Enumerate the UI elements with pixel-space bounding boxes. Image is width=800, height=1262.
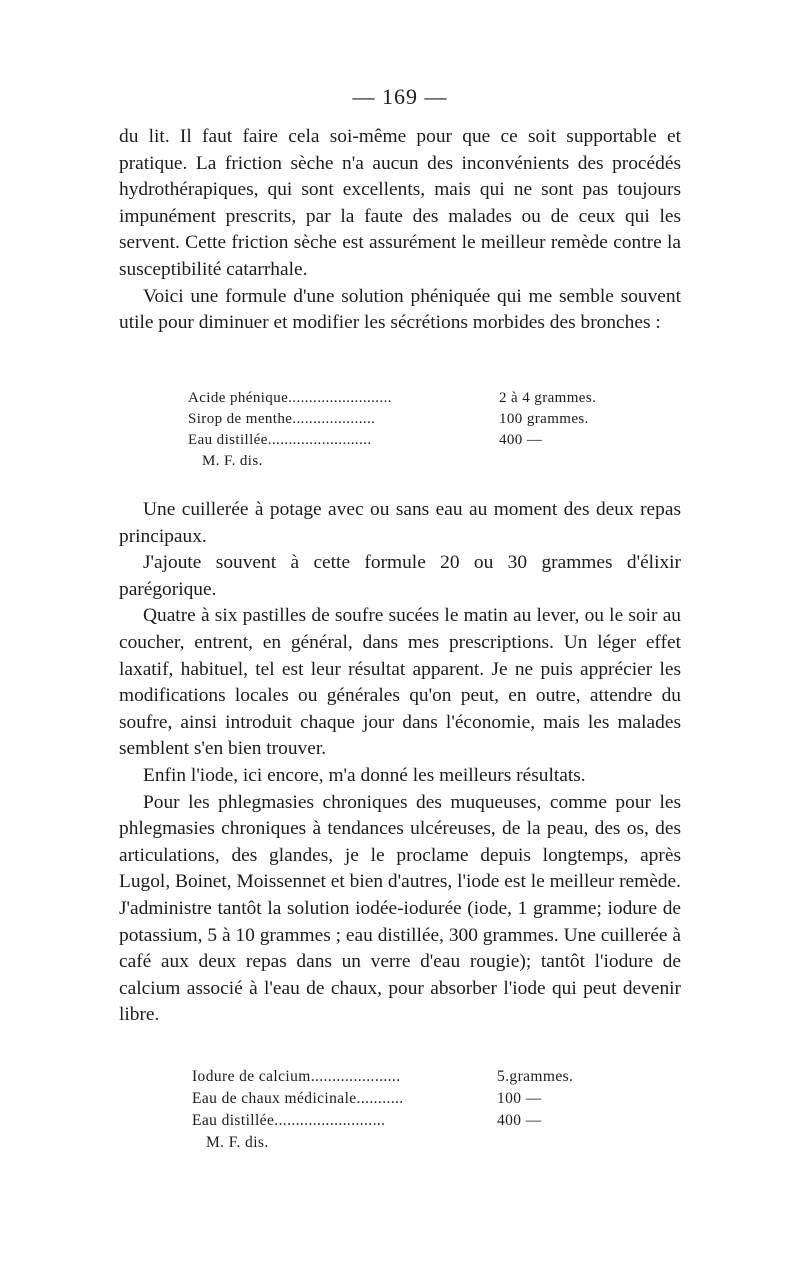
ingredient-name: Eau de chaux médicinale........... bbox=[192, 1090, 404, 1107]
paragraph: J'ajoute souvent à cette formule 20 ou 30 grammes d'élixir parégorique. bbox=[119, 552, 681, 600]
body-text-upper bbox=[119, 124, 681, 337]
ingredient-name: Acide phénique......................... bbox=[188, 390, 392, 406]
page-number: — 169 — bbox=[352, 84, 448, 109]
ingredient-name: Eau distillée......................... bbox=[188, 432, 372, 448]
ingredient-quantity: 100 grammes. bbox=[499, 411, 589, 427]
paragraph: Pour les phlegmasies chroniques des muqueuses, comme pour les phlegmasies chroniques à tendances ulcéreuses, de la peau, des os, des articulations, des glandes, je le proclame depuis longtemps, après Lugol, Boinet, Moissennet et bien d'autres, l'iode est le meilleur remède. J'administre tantôt la solution iodée-iodurée (iode, 1 gramme; iodure de potassium, 5 à 10 grammes ; eau distillée, 300 grammes. Une cuillerée à café aux deux repas dans un verre d'eau rougie); tantôt l'iodure de calcium associé à l'eau de chaux, pour absorber l'iode qui peut devenir libre. bbox=[119, 791, 681, 1026]
paragraph: Voici une formule d'une solution phéniquée qui me semble souvent utile pour diminuer et modifier les sécrétions morbides des bronches : bbox=[119, 285, 681, 334]
body-text-lower bbox=[119, 497, 681, 1029]
ingredient-quantity: 400 — bbox=[499, 432, 543, 448]
ingredient-name: Eau distillée.......................... bbox=[192, 1112, 386, 1129]
ingredient-name: Sirop de menthe.................... bbox=[188, 411, 376, 427]
paragraph: Quatre à six pastilles de soufre sucées le matin au lever, ou le soir au coucher, entrent, en général, dans mes prescriptions. Un léger effet laxatif, habituel, tel est leur résultat apparent. Je ne puis apprécier les modifications locales ou générales qu'on peut, en outre, attendre du soufre, ainsi introduit chaque jour dans l'économie, mais les malades semblent s'en bien trouver. bbox=[119, 605, 681, 760]
ingredient-quantity: 100 — bbox=[497, 1090, 542, 1107]
ingredient-quantity: 400 — bbox=[497, 1112, 542, 1129]
paragraph: Enfin l'iode, ici encore, m'a donné les meilleurs résultats. bbox=[143, 764, 586, 786]
formula-signature: M. F. dis. bbox=[206, 1134, 269, 1151]
ingredient-name: Iodure de calcium..................... bbox=[192, 1068, 401, 1085]
paragraph: Une cuillerée à potage avec ou sans eau au moment des deux repas principaux. bbox=[119, 499, 681, 547]
paragraph: du lit. Il faut faire cela soi-même pour que ce soit supportable et pratique. La friction sèche n'a aucun des inconvénients des procédés hydrothérapiques, qui sont excellents, mais qui ne sont pas toujours impunément prescrits, par la faute des malades ou de ceux qui les servent. Cette friction sèche est assurément le meilleur remède contre la susceptibilité catarrhale. bbox=[119, 126, 681, 280]
formula-signature: M. F. dis. bbox=[202, 453, 263, 469]
ingredient-quantity: 5.grammes. bbox=[497, 1068, 574, 1085]
ingredient-quantity: 2 à 4 grammes. bbox=[499, 390, 597, 406]
